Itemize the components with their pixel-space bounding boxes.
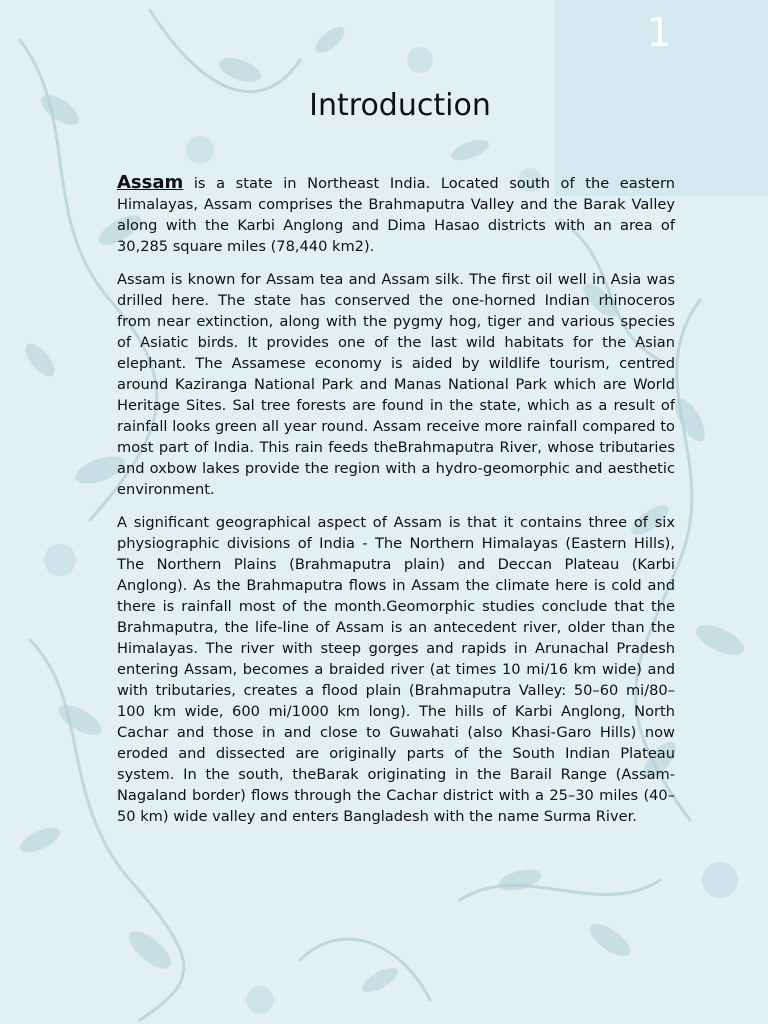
paragraph [117, 172, 675, 257]
paragraph-text: is a state in Northeast India. Located south of the eastern Himalayas, Assam comprises the Brahmaputra Valley and the Barak Valley along with the Karbi Anglong and Dima Hasao districts with an area of 30,285 square miles (78,440 km2). [117, 175, 675, 255]
page-number: 1 [646, 10, 672, 56]
paragraph: A significant geographical aspect of Assam is that it contains three of six physiographic divisions of India - The Northern Himalayas (Eastern Hills), The Northern Plains (Brahmaputra plain) and Deccan Plateau (Karbi Anglong). As the Brahmaputra flows in Assam the climate here is cold and there is rainfall most of the month.Geomorphic studies conclude that the Brahmaputra, the life-line of Assam is an antecedent river, older than the Himalayas. The river with steep gorges and rapids in Arunachal Pradesh entering Assam, becomes a braided river (at times 10 mi/16 km wide) and with tributaries, creates a flood plain (Brahmaputra Valley: 50–60 mi/80–100 km wide, 600 mi/1000 km long). The hills of Karbi Anglong, North Cachar and those in and close to Guwahati (also Khasi-Garo Hills) now eroded and dissected are originally parts of the South Indian Plateau system. In the south, theBarak originating in the Barail Range (Assam-Nagaland border) flows through the Cachar district with a 25–30 miles (40–50 km) wide valley and enters Bangladesh with the name Surma River. [117, 514, 675, 825]
paragraph: Assam is known for Assam tea and Assam silk. The first oil well in Asia was drilled here. The state has conserved the one-horned Indian rhinoceros from near extinction, along with the pygmy hog, tiger and various species of Asiatic birds. It provides one of the last wild habitats for the Asian elephant. The Assamese economy is aided by wildlife tourism, centred around Kaziranga National Park and Manas National Park which are World Heritage Sites. Sal tree forests are found in the state, which as a result of rainfall looks green all year round. Assam receive more rainfall compared to most part of India. This rain feeds theBrahmaputra River, whose tributaries and oxbow lakes provide the region with a hydro-geomorphic and aesthetic environment. [117, 271, 675, 498]
lead-word-assam: Assam [117, 172, 184, 193]
body-text [117, 172, 675, 839]
page-title: Introduction [309, 88, 491, 123]
